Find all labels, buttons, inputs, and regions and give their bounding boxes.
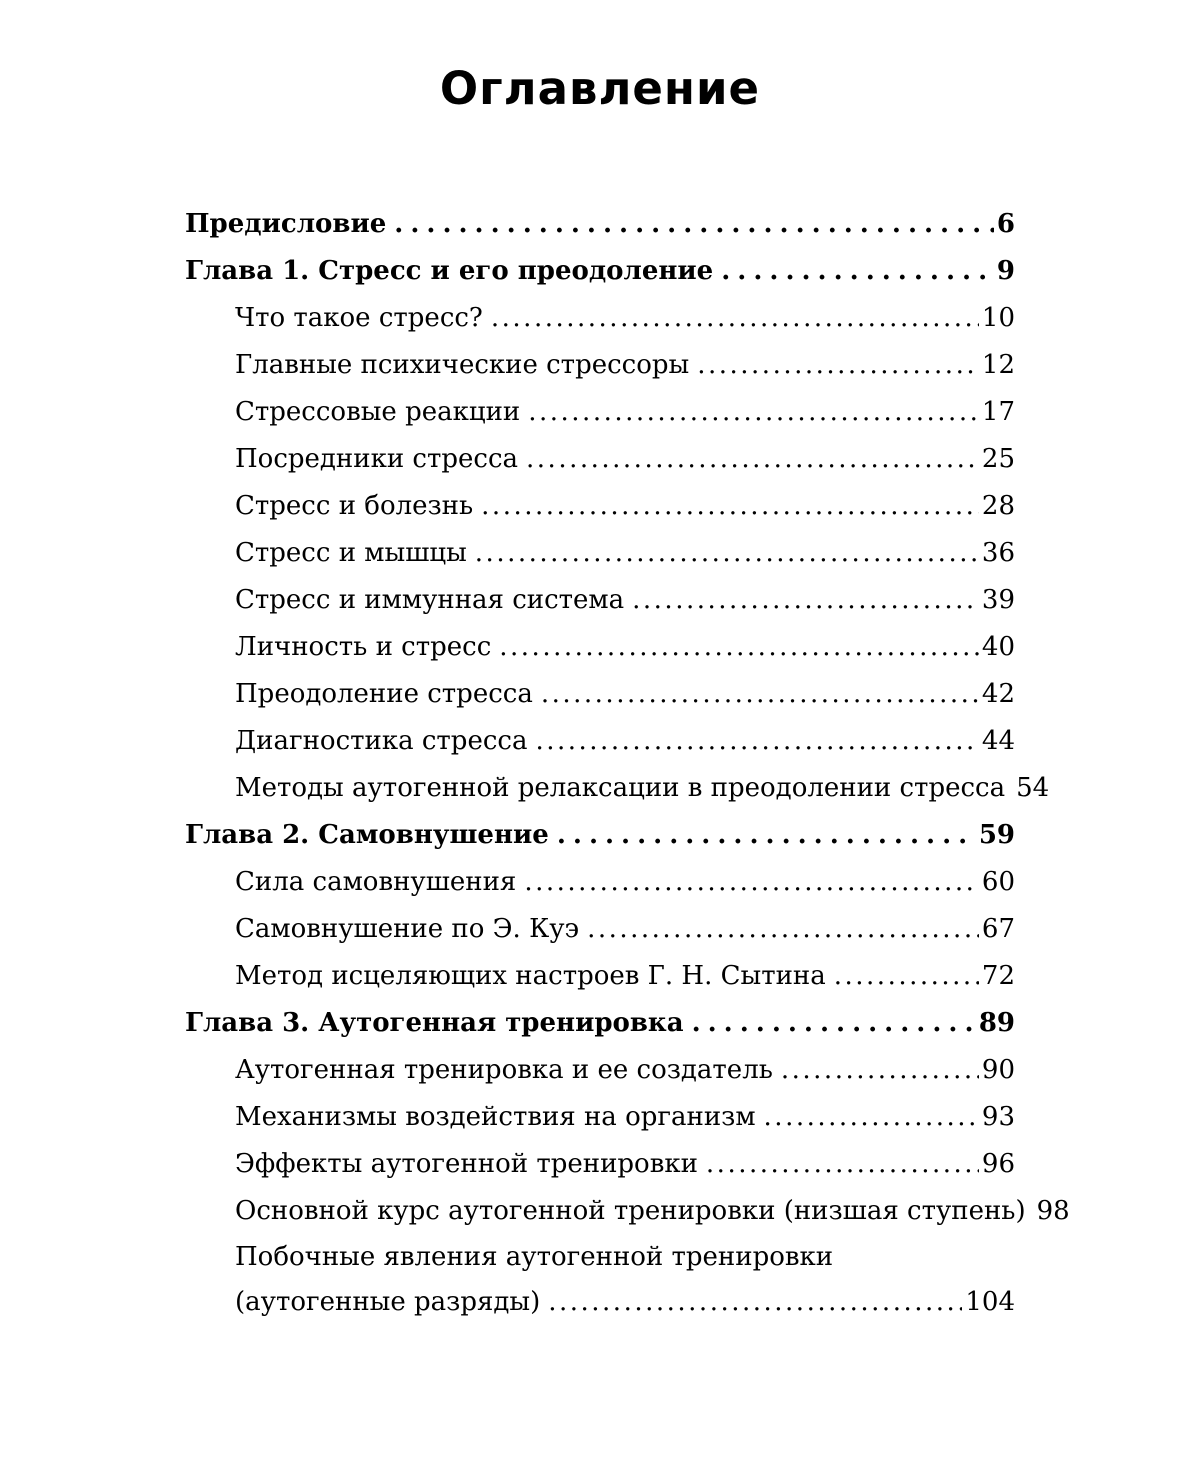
toc-entry-page: 60 [981,867,1015,897]
toc-entry [185,577,1015,624]
toc-entry [185,342,1015,389]
toc-entry [185,436,1015,483]
toc-entry [185,483,1015,530]
toc-entry-page: 28 [981,491,1015,521]
toc-leader-dots [721,248,994,295]
toc-entry-page: 54 [1016,773,1050,803]
toc-entry-label: Методы аутогенной релаксации в преодолении стресса [235,773,1006,803]
toc-entry-page: 40 [981,632,1015,662]
toc-entry-label: Стрессовые реакции [235,397,521,427]
toc-entry-label: Посредники стресса [235,444,519,474]
toc-entry-page: 17 [981,397,1015,427]
toc-entry-label: Аутогенная тренировка и ее создатель [235,1055,773,1085]
toc-entry-page: 72 [981,961,1015,991]
toc-entry [185,1000,1015,1047]
toc-leader-dots [632,577,979,624]
toc-leader-dots [587,906,979,953]
toc-entry [185,1047,1015,1094]
toc-entry-page: 104 [965,1287,1015,1317]
toc-entry-label: Эффекты аутогенной тренировки [235,1149,698,1179]
toc-entry-label: Сила самовнушения [235,867,517,897]
toc-entry-label: Глава 3. Аутогенная тренировка [185,1008,684,1038]
toc-list [185,201,1070,1326]
toc-entry-label: Личность и стресс [235,632,492,662]
toc-entry [185,295,1015,342]
toc-entry-label: Предисловие [185,209,387,239]
toc-entry [185,953,1015,1000]
toc-leader-dots [781,1047,979,1094]
toc-entry-label: Стресс и мышцы [235,538,467,568]
toc-entry-label: Основной курс аутогенной тренировки (низшая ступень) [235,1196,1026,1226]
toc-entry-label: Что такое стресс? [235,303,483,333]
toc-leader-dots [557,812,976,859]
toc-entry-page: 25 [981,444,1015,474]
toc-entry-page: 6 [996,209,1015,239]
toc-entry-label: Стресс и болезнь [235,491,474,521]
toc-entry [185,1188,1070,1235]
toc-entry-page: 67 [981,914,1015,944]
toc-entry [185,812,1015,859]
toc-entry [185,1141,1015,1188]
toc-entry [185,389,1015,436]
toc-entry-label: Механизмы воздействия на организм [235,1102,756,1132]
toc-leader-dots [706,1141,979,1188]
toc-entry-label: Побочные явления аутогенной тренировки [235,1242,834,1272]
toc-entry-label: Глава 2. Самовнушение [185,820,549,850]
toc-entry-label: Стресс и иммунная система [235,585,625,615]
toc-entry [185,1279,1015,1326]
toc-leader-dots [475,530,979,577]
toc-entry-page: 89 [978,1008,1015,1038]
toc-entry-page: 90 [981,1055,1015,1085]
toc-leader-dots [491,295,979,342]
toc-entry-page: 98 [1036,1196,1070,1226]
toc-leader-dots [535,718,978,765]
toc-entry-label: Преодоление стресса [235,679,533,709]
toc-entry [185,1235,1015,1279]
toc-leader-dots [524,859,979,906]
toc-entry-label: Диагностика стресса [235,726,528,756]
toc-leader-dots [528,389,979,436]
toc-leader-dots [834,953,979,1000]
toc-entry-label: Самовнушение по Э. Куэ [235,914,580,944]
toc-entry [185,718,1015,765]
toc-leader-dots [394,201,994,248]
toc-entry [185,248,1015,295]
toc-leader-dots [697,342,979,389]
toc-entry-page: 36 [981,538,1015,568]
toc-entry-label: Метод исцеляющих настроев Г. Н. Сытина [235,961,826,991]
toc-leader-dots [541,671,979,718]
toc-entry [185,201,1015,248]
toc-entry [185,530,1015,577]
toc-entry [185,765,1050,812]
toc-entry-label: (аутогенные разряды) [235,1287,541,1317]
toc-entry [185,906,1015,953]
toc-entry-page: 12 [981,350,1015,380]
page-title: Оглавление [439,62,761,115]
toc-entry-page: 42 [981,679,1015,709]
toc-entry [185,859,1015,906]
toc-entry-page: 9 [996,256,1015,286]
toc-entry-label: Главные психические стрессоры [235,350,690,380]
toc-entry-page: 10 [981,303,1015,333]
toc-leader-dots [692,1000,976,1047]
toc-leader-dots [548,1279,962,1326]
toc-entry [185,1094,1015,1141]
toc-entry-label: Глава 1. Стресс и его преодоление [185,256,714,286]
toc-leader-dots [526,436,979,483]
toc-leader-dots [764,1094,979,1141]
toc-entry-page: 93 [981,1102,1015,1132]
toc-entry-page: 39 [981,585,1015,615]
toc-entry-page: 59 [978,820,1015,850]
toc-entry-page: 96 [981,1149,1015,1179]
toc-leader-dots [481,483,979,530]
toc-leader-dots [499,624,979,671]
toc-entry [185,671,1015,718]
toc-entry-page: 44 [981,726,1015,756]
toc-entry [185,624,1015,671]
